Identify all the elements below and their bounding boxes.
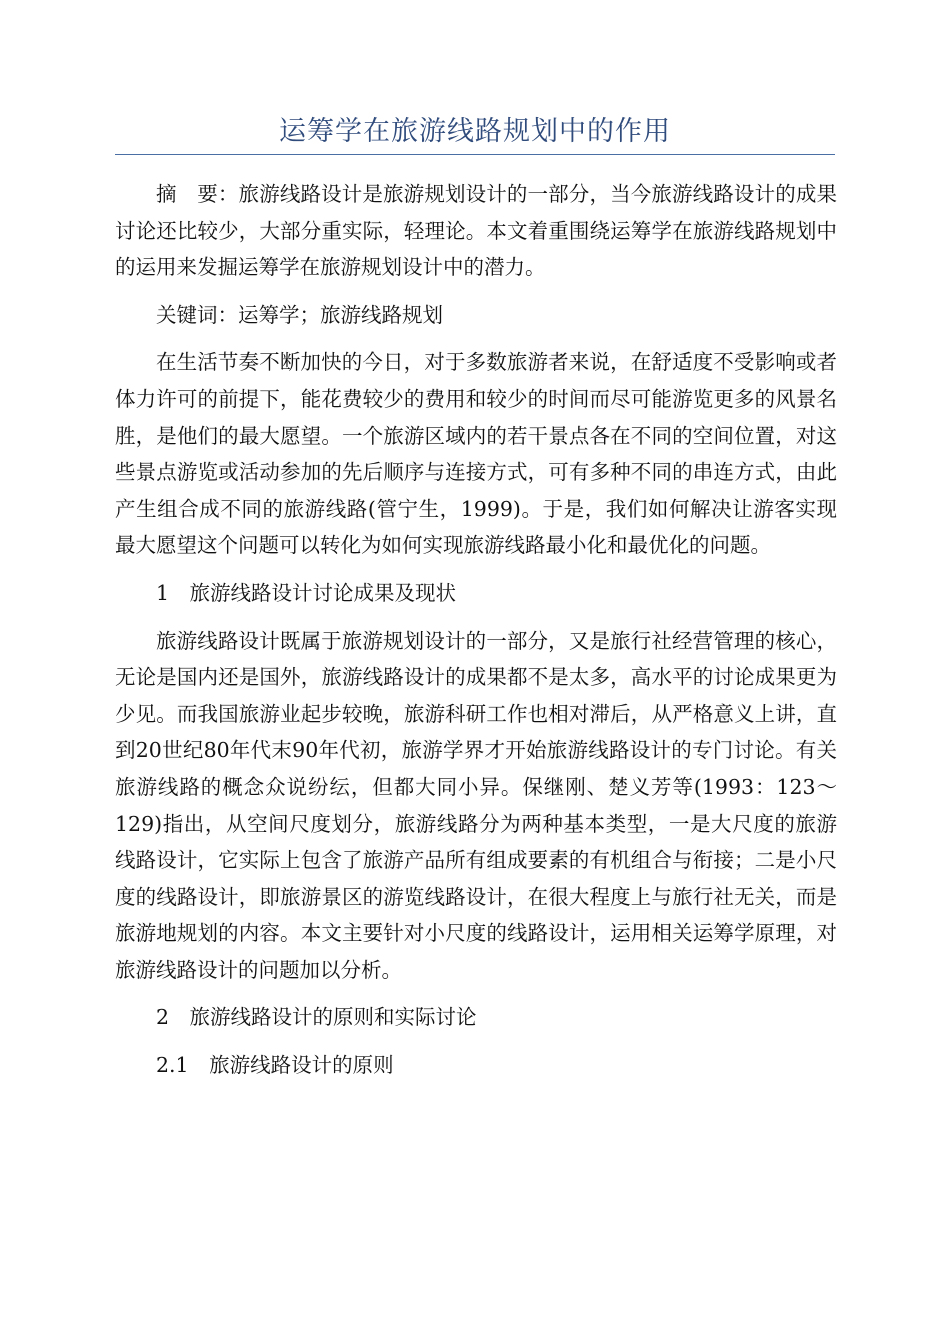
abstract-paragraph: 摘 要：旅游线路设计是旅游规划设计的一部分，当今旅游线路设计的成果讨论还比较少，大部分重实际，轻理论。本文着重围绕运筹学在旅游线路规划中的运用来发掘运筹学在旅游规划设计中的潜力。: [115, 182, 837, 280]
section-2-1-heading: 2.1 旅游线路设计的原则: [156, 1053, 394, 1078]
title-underline: [115, 154, 835, 155]
document-body: [115, 176, 837, 1084]
section-2-heading: 2 旅游线路设计的原则和实际讨论: [156, 1005, 477, 1030]
intro-paragraph: 在生活节奏不断加快的今日，对于多数旅游者来说，在舒适度不受影响或者体力许可的前提下，能花费较少的费用和较少的时间而尽可能游览更多的风景名胜，是他们的最大愿望。一个旅游区域内的若干景点各在不同的空间位置，对这些景点游览或活动参加的先后顺序与连接方式，可有多种不同的串连方式，由此产生组合成不同的旅游线路(管宁生，1999)。于是，我们如何解决让游客实现最大愿望这个问题可以转化为如何实现旅游线路最小化和最优化的问题。: [115, 350, 837, 558]
section-1-paragraph: 旅游线路设计既属于旅游规划设计的一部分，又是旅行社经营管理的核心，无论是国内还是国外，旅游线路设计的成果都不是太多，高水平的讨论成果更为少见。而我国旅游业起步较晚，旅游科研工作也相对滞后，从严格意义上讲，直到20世纪80年代末90年代初，旅游学界才开始旅游线路设计的专门讨论。有关旅游线路的概念众说纷纭，但都大同小异。保继刚、楚义芳等(1993：123～129)指出，从空间尺度划分，旅游线路分为两种基本类型，一是大尺度的旅游线路设计，它实际上包含了旅游产品所有组成要素的有机组合与衔接；二是小尺度的线路设计，即旅游景区的游览线路设计，在很大程度上与旅行社无关，而是旅游地规划的内容。本文主要针对小尺度的线路设计，运用相关运筹学原理，对旅游线路设计的问题加以分析。: [115, 628, 837, 982]
section-1-heading: 1 旅游线路设计讨论成果及现状: [156, 580, 457, 605]
keywords-line: 关键词：运筹学；旅游线路规划: [156, 302, 443, 327]
document-title: 运筹学在旅游线路规划中的作用: [279, 116, 671, 147]
